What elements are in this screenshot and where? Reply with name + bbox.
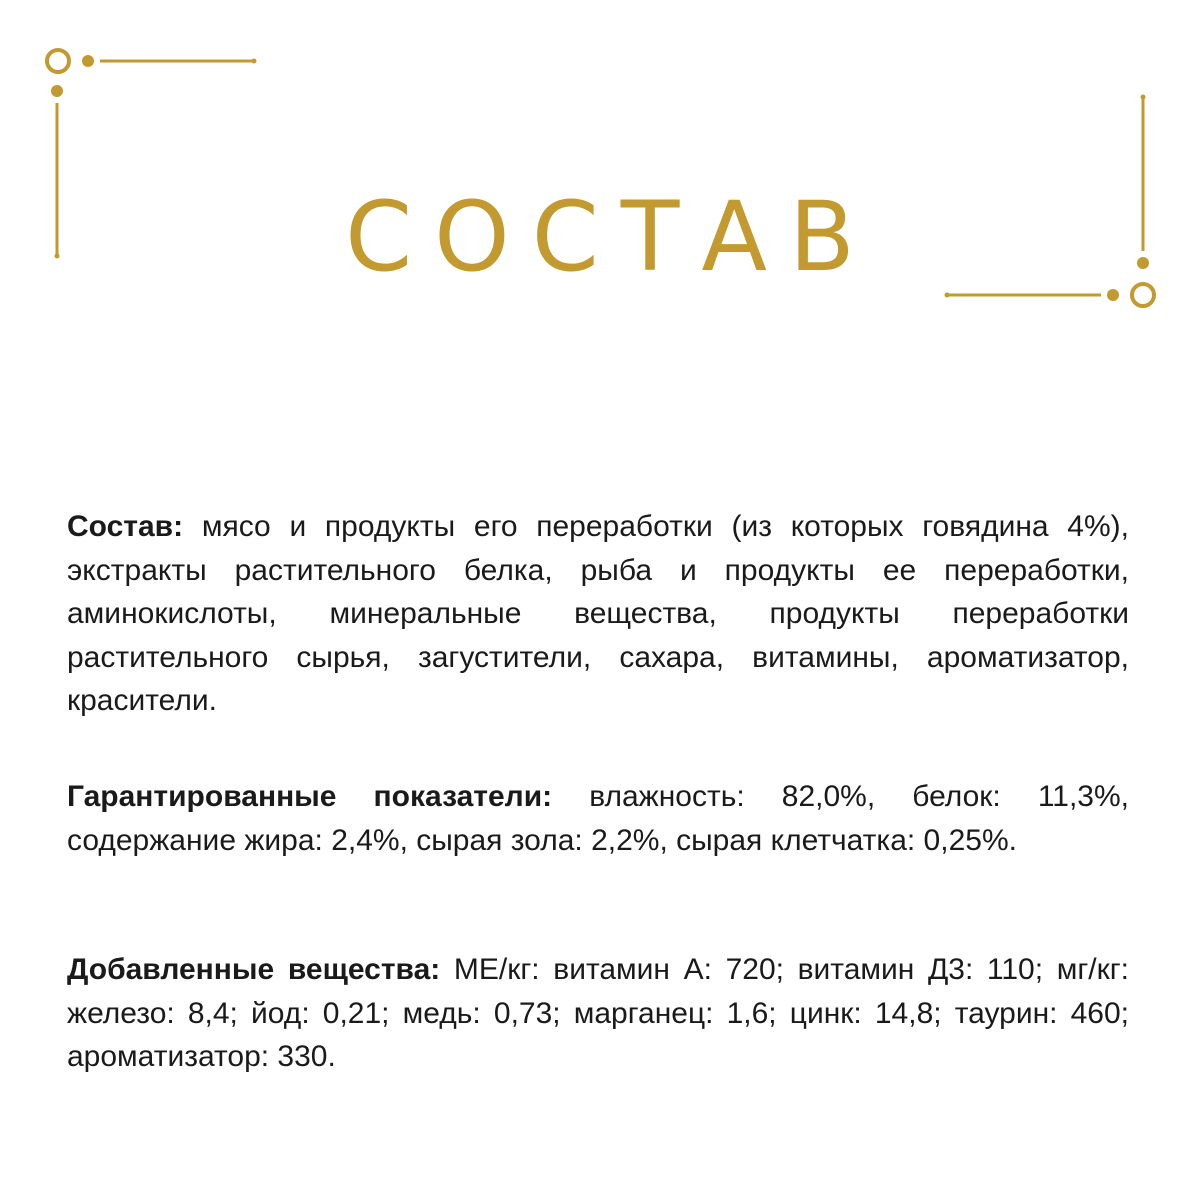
guaranteed-values-paragraph xyxy=(67,775,1129,862)
composition-text: мясо и продукты его переработки (из которых говядина 4%), экстракты растительного белка, рыба и продукты ее переработки, аминокислоты, минеральные вещества, продукты переработки растительного сырья, загустители, сахара, витамины, ароматизатор, красители. xyxy=(67,510,1129,717)
dot-icon xyxy=(252,59,257,64)
composition-label: Состав: xyxy=(67,510,184,543)
additives-text: МЕ/кг: витамин А: 720; витамин Д3: 110; мг/кг: железо: 8,4; йод: 0,21; медь: 0,73; марганец: 1,6; цинк: 14,8; таурин: 460; ароматизатор: 330. xyxy=(67,953,1129,1073)
additives-paragraph xyxy=(67,948,1129,1079)
guaranteed-values-text: влажность: 82,0%, белок: 11,3%, содержание жира: 2,4%, сырая зола: 2,2%, сырая клетчатка: 0,25%. xyxy=(67,780,1129,857)
dot-icon xyxy=(51,85,63,97)
dot-icon xyxy=(1141,95,1146,100)
additives-label: Добавленные вещества: xyxy=(67,953,441,986)
dot-icon xyxy=(82,55,94,67)
composition-paragraph xyxy=(67,505,1129,723)
page-title: СОСТАВ xyxy=(345,181,877,294)
guaranteed-values-label: Гарантированные показатели: xyxy=(67,780,553,813)
ring-icon xyxy=(47,50,69,72)
